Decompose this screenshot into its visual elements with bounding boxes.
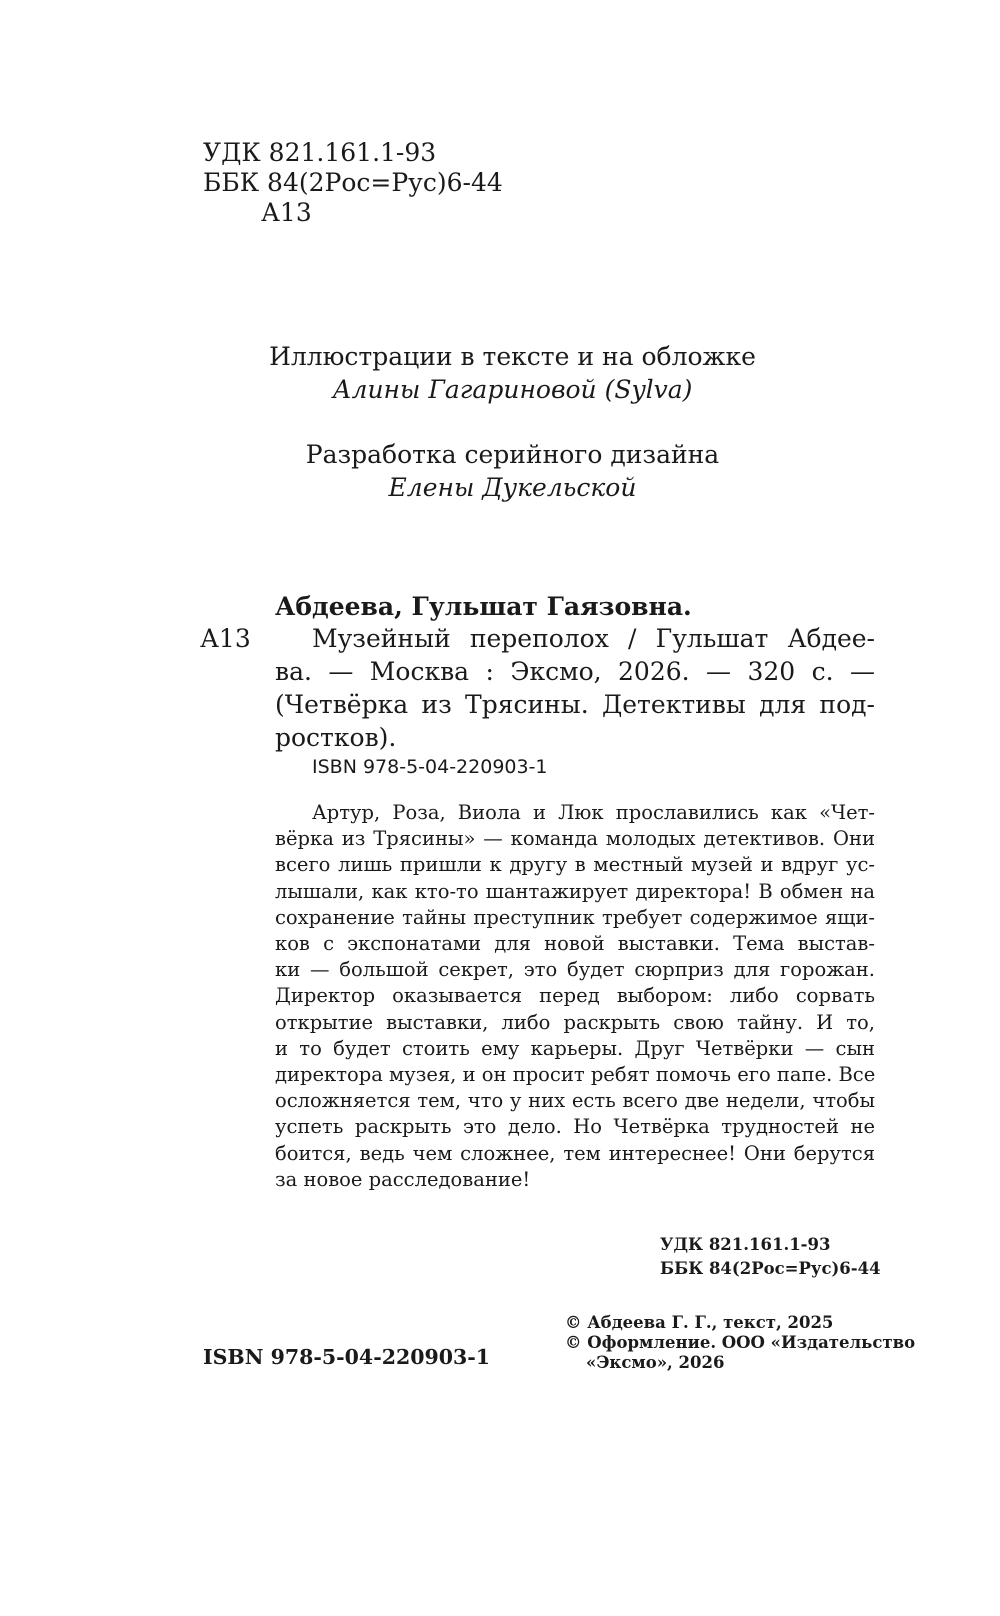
annotation-line: ков с экспонатами для новой выставки. Тема выстав-	[275, 932, 875, 956]
annotation-line: боится, ведь чем сложнее, тем интереснее! Они берутся	[275, 1141, 875, 1165]
isbn-bottom: ISBN 978-5-04-220903-1	[203, 1345, 491, 1369]
bottom-bbk-code: ББК 84(2Рос=Рус)6-44	[660, 1259, 881, 1278]
bibliographic-line: Музейный переполох / Гульшат Абдее-	[312, 624, 875, 653]
annotation-line: ки — большой секрет, это будет сюрприз для горожан.	[275, 958, 875, 982]
annotation-paragraph	[275, 800, 875, 1193]
copyright-notice	[565, 1313, 915, 1373]
annotation-line: открытие выставки, либо раскрыть свою тайну. И то,	[275, 1010, 875, 1034]
design-credit	[250, 438, 775, 504]
copyright-text-line: © Абдеева Г. Г., текст, 2025	[565, 1313, 834, 1332]
bibliographic-author: Абдеева, Гульшат Гаязовна.	[275, 592, 692, 621]
top-author-mark: А13	[261, 198, 312, 227]
bibliographic-author-mark: А13	[200, 624, 251, 653]
top-udk-code: УДК 821.161.1-93	[203, 138, 437, 167]
illustrations-credit	[250, 340, 775, 406]
annotation-line: директора музея, и он просит ребят помочь его папе. Все	[275, 1063, 876, 1087]
annotation-line: успеть раскрыть это дело. Но Четвёрка трудностей не	[275, 1115, 875, 1139]
annotation-line: лышали, как кто-то шантажирует директора! В обмен на	[275, 879, 875, 903]
copyright-design-line: © Оформление. ООО «Издательство	[565, 1333, 916, 1352]
bibliographic-line: ростков).	[275, 723, 397, 752]
top-classification-codes	[203, 138, 503, 228]
design-label: Разработка серийного дизайна	[305, 440, 720, 469]
annotation-line: Директор оказывается перед выбором: либо сорвать	[275, 984, 875, 1008]
annotation-line: и то будет стоить ему карьеры. Друг Четвёрки — сын	[275, 1036, 875, 1060]
annotation-line: всего лишь пришли к другу в местный музей и вдруг ус-	[275, 853, 875, 877]
bibliographic-line: (Четвёрка из Трясины. Детективы для под-	[275, 690, 875, 719]
top-bbk-code: ББК 84(2Рос=Рус)6-44	[203, 168, 503, 197]
bibliographic-isbn: ISBN 978-5-04-220903-1	[312, 756, 548, 778]
annotation-line: осложняется тем, что у них есть всего две недели, чтобы	[275, 1089, 875, 1113]
bottom-classification-codes	[660, 1233, 881, 1281]
illustrator-name: Алины Гагариновой (Sylva)	[332, 375, 693, 404]
annotation-line: сохранение тайны преступник требует содержимое ящи-	[275, 905, 875, 929]
designer-name: Елены Дукельской	[388, 473, 637, 502]
bibliographic-line: ва. — Москва : Эксмо, 2026. — 320 с. —	[275, 657, 875, 686]
copyright-publisher-line: «Эксмо», 2026	[586, 1353, 725, 1372]
illustrations-label: Иллюстрации в тексте и на обложке	[269, 342, 756, 371]
bottom-udk-code: УДК 821.161.1-93	[660, 1235, 831, 1254]
annotation-line: за новое расследование!	[275, 1167, 531, 1191]
annotation-line: Артур, Роза, Виола и Люк прославились как «Чет-	[312, 801, 875, 824]
bibliographic-description	[275, 622, 875, 754]
annotation-line: вёрка из Трясины» — команда молодых детективов. Они	[275, 827, 875, 851]
